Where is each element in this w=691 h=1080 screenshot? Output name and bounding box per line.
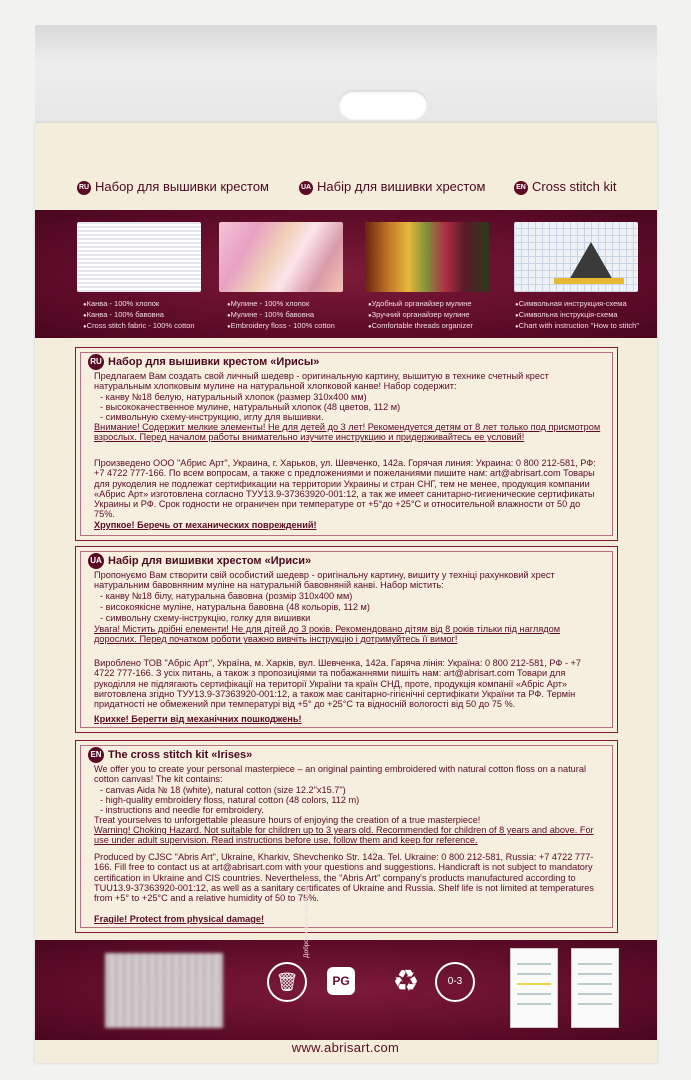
ua-producer: Вироблено ТОВ "Абріс Арт", Україна, м. Харків, вул. Шевченка, 142а. Гаряча лінія: Україна: 0 800 212-581, РФ - +7 4722 777-166. З усіх питань, а також з пропозиціями та побажаннями пишіть нам: art@abrisart.com Товари для рукоділля не підлягають сертифікації на території України та країн СНД, проте, продукція компанії «Абріс Арт» виготовлена згідно ТУУ13.9-37363920-001:12, а також має санітарно-гігієнічні сертифікати України та РФ. Термін придатності не обмежений при температурі від +5° до +25°С та відносній вологості від 50 до 75 %.	[94, 658, 582, 710]
en-section-badge-icon: EN	[88, 747, 104, 763]
ua-intro: Пропонуємо Вам створити свій особистий шедевр - оригінальну картину, вишиту у техніці рахунковий хрест натуральним бавовняним муліне на натуральній бавовняній канві. Набор містить:	[94, 570, 555, 591]
ua-section	[75, 546, 618, 733]
hang-hole	[338, 90, 428, 120]
en-item: - canvas Aida № 18 (white), natural cotton (size 12.2"x15.7")	[100, 785, 346, 795]
hanger-strip	[35, 25, 657, 125]
pg-certification-icon: PG	[327, 967, 355, 995]
certification-label: Добровольная сертификация	[303, 868, 310, 958]
en-badge-icon: EN	[514, 181, 528, 195]
en-fragile: Fragile! Protect from physical damage!	[94, 914, 265, 924]
ru-warning: Внимание! Содержит мелкие элементы! Не для детей до 3 лет! Рекомендуется детям от 8 лет только под присмотром взрослых. Перед началом работы внимательно изучите инструкцию и придерживайтесь ее условий!	[94, 422, 601, 443]
ru-producer: Произведено ООО "Абрис Арт", Украина, г. Харьков, ул. Шевченко, 142а. Горячая линия: Украина: 0 800 212-581, РФ: +7 4722 777-166. По всем вопросам, а также с предложениями и пожеланиями пишите нам: art@abrisart.com Товары для рукоделия не подлежат сертификации на территории Украины и стран СНГ, тем не менее, продукция компании «Абрис Арт» изготовлена согласно ТУУ13.9-37363920-001:12, а так же имеет санитарно-гигиенические сертификаты Украины и РФ. Срок годности не ограничен при температуре от +5°до +25°С и относительной влажности от 50 до 75%.	[94, 458, 596, 520]
ua-heading: UA Набір для вишивки хрестом «Ириси»	[88, 553, 311, 569]
title-en: EN Cross stitch kit	[514, 179, 617, 195]
en-item: - high-quality embroidery floss, natural cotton (48 colors, 112 m)	[100, 795, 360, 805]
barcode-blurred	[105, 953, 223, 1028]
package-card	[35, 123, 657, 1063]
en-section	[75, 740, 618, 933]
en-intro: We offer you to create your personal masterpiece – an original painting embroidered with natural cotton floss on a natural cotton canvas! The kit contains:	[94, 764, 586, 785]
ru-fragile: Хрупкое! Беречь от механических повреждений!	[94, 520, 317, 530]
en-warning: Warning! Choking Hazard. Not suitable for children up to 3 years old. Recommended for children of 8 years and above. For use under adult supervision. Read instructions before use, follow them and keep for reference.	[94, 825, 594, 846]
title-ua: UA Набір для вишивки хрестом	[300, 179, 486, 194]
ua-fragile: Крихке! Берегти від механічних пошкоджень!	[94, 714, 302, 724]
trash-bin-icon: 🗑	[267, 962, 307, 1002]
ru-item: - символьную схему-инструкцию, иглу для вышивки.	[100, 412, 324, 422]
ru-item: - высококачественное мулине, натуральный хлопок (48 цветов, 112 м)	[100, 402, 401, 412]
ru-section-badge-icon: RU	[88, 354, 104, 370]
floss-photo	[219, 222, 343, 292]
certificate-document-2	[571, 948, 619, 1028]
feature-chart: ● Символьная инструкция-схема ● Символьна інструкція-схема ● Chart with instruction "How to stitch"	[515, 299, 639, 332]
recycle-icon: ♻	[392, 965, 420, 998]
en-item: - instructions and needle for embroidery.	[100, 805, 264, 815]
en-heading: EN The cross stitch kit «Irises»	[88, 747, 252, 763]
language-titles	[35, 173, 657, 201]
features-band	[35, 210, 657, 338]
ru-item: - канву №18 белую, натуральный хлопок (размер 310х400 мм)	[100, 392, 367, 402]
ua-badge-icon: UA	[299, 181, 313, 195]
en-producer: Produced by CJSC "Abris Art", Ukraine, Kharkiv, Shevchenko Str. 142a. Tel. Ukraine: 0 800 212-581, Russia: +7 4722 777-166. Fill free to contact us at art@abrisart.com with your questions and suggestions. Handicraft is not subject to mandatory certification in Ukraine and CIS countries. Nevertheless, the "Abris Art" company's products manufactured according to TUU13.9-37363920-001:12, as well as a sanitary certificates of Ukraine and Russia. Shelf life is not limited at temperatures from +5° to +25°C and a relative humidity of 50 to 75%.	[94, 852, 594, 904]
website-link[interactable]: www.abrisart.com	[291, 1040, 400, 1055]
ua-warning: Увага! Містить дрібні елементи! Не для дітей до 3 років. Рекомендовано дітям від 8 років тільки під наглядом дорослих. Перед початком роботи уважно вивчіть інструкцію і дотримуйтесь її вимог!	[94, 624, 561, 645]
title-ru: RU Набор для вышивки крестом	[78, 179, 269, 194]
chart-photo	[514, 222, 638, 292]
organizer-photo	[365, 222, 489, 292]
canvas-photo	[77, 222, 201, 292]
feature-floss: ● Мулине - 100% хлопок ● Мулине - 100% бавовна ● Embroidery floss - 100% cotton	[227, 299, 335, 332]
ua-item: - символьну схему-інструкцію, голку для вишивки	[100, 613, 311, 623]
ua-section-badge-icon: UA	[88, 553, 104, 569]
ua-item: - канву №18 білу, натуральна бавовна (розмір 310х400 мм)	[100, 591, 353, 601]
certificate-document-1	[510, 948, 558, 1028]
feature-organizer: ● Удобный органайзер мулине ● Зручний органайзер мулине ● Comfortable threads organizer	[368, 299, 473, 332]
feature-canvas: ● Канва - 100% хлопок ● Канва - 100% бавовна ● Cross stitch fabric - 100% cotton	[83, 299, 195, 332]
en-enjoy: Treat yourselves to unforgettable pleasure hours of enjoying the creation of a true masterpiece!	[94, 815, 481, 825]
ru-intro: Предлагаем Вам создать свой личный шедевр - оригинальную картину, вышитую в технике счетный крест натуральным хлопковым мулине на натуральной хлопковой канве! Набор содержит:	[94, 371, 549, 392]
ua-item: - високоякісне муліне, натуральна бавовна (48 кольорів, 112 м)	[100, 602, 370, 612]
ru-section	[75, 347, 618, 541]
ru-badge-icon: RU	[77, 181, 91, 195]
ru-heading: RU Набор для вышивки крестом «Ирисы»	[88, 354, 319, 370]
age-warning-icon: 0-3	[435, 962, 475, 1002]
